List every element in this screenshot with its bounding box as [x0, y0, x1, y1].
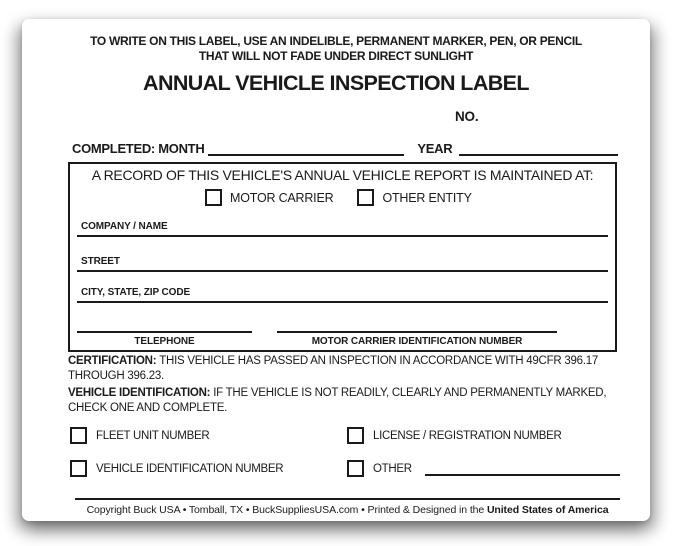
inspection-label-card	[22, 19, 650, 521]
completed-row	[72, 140, 618, 156]
fleet-unit-label: FLEET UNIT NUMBER	[96, 429, 210, 442]
city-state-zip-label: CITY, STATE, ZIP CODE	[81, 287, 191, 298]
other-option	[347, 460, 620, 477]
completed-month-label: COMPLETED: MONTH	[72, 141, 205, 156]
vehicle-identification-text	[68, 386, 620, 415]
motor-carrier-id-field	[277, 331, 557, 347]
month-write-line	[208, 140, 404, 156]
record-options	[205, 189, 472, 206]
certification-label: CERTIFICATION:	[68, 355, 160, 367]
footer-text: Copyright Buck USA • Tomball, TX • BuckSuppliesUSA.com • Printed & Designed in the	[86, 504, 487, 516]
footer-bold-text: United States of America	[486, 504, 609, 516]
vin-label: VEHICLE IDENTIFICATION NUMBER	[96, 462, 284, 475]
vehicle-identification-label: VEHICLE IDENTIFICATION:	[68, 387, 214, 399]
instructions-line1: TO WRITE ON THIS LABEL, USE AN INDELIBLE, PERMANENT MARKER, PEN, OR PENCIL	[90, 34, 582, 48]
telephone-field	[77, 331, 252, 347]
license-registration-checkbox[interactable]	[347, 427, 364, 444]
license-registration-label: LICENSE / REGISTRATION NUMBER	[373, 429, 562, 442]
year-write-line	[459, 140, 618, 156]
write-instructions	[22, 34, 650, 64]
record-box-heading: A RECORD OF THIS VEHICLE'S ANNUAL VEHICLE REPORT IS MAINTAINED AT:	[91, 167, 594, 183]
vehicle-identification-line1: IF THE VEHICLE IS NOT READILY, CLEARLY AND PERMANENTLY MARKED,	[213, 387, 607, 399]
certification-line1: THIS VEHICLE HAS PASSED AN INSPECTION IN ACCORDANCE WITH 49CFR 396.17	[159, 355, 599, 367]
motor-carrier-option	[205, 189, 333, 206]
fleet-unit-option	[70, 427, 347, 444]
company-name-field	[77, 221, 608, 237]
other-label: OTHER	[373, 462, 412, 475]
other-write-line	[425, 462, 620, 476]
telephone-label: TELEPHONE	[134, 336, 195, 347]
other-entity-label: OTHER ENTITY	[382, 190, 472, 205]
certification-text	[68, 354, 620, 383]
vin-option	[70, 460, 347, 477]
other-entity-checkbox[interactable]	[357, 189, 374, 206]
other-entity-option	[357, 189, 471, 206]
motor-carrier-checkbox[interactable]	[205, 189, 222, 206]
footer	[75, 498, 620, 516]
street-label: STREET	[81, 256, 120, 267]
street-field	[77, 256, 608, 272]
identification-options	[70, 427, 620, 477]
fleet-unit-checkbox[interactable]	[70, 427, 87, 444]
city-state-zip-field	[77, 287, 608, 303]
motor-carrier-label: MOTOR CARRIER	[230, 190, 334, 205]
license-registration-option	[347, 427, 620, 444]
certification-line2: THROUGH 396.23.	[68, 369, 164, 382]
number-label: NO.	[455, 109, 479, 124]
company-name-label: COMPANY / NAME	[81, 221, 168, 232]
year-label: YEAR	[417, 141, 453, 156]
page-title: ANNUAL VEHICLE INSPECTION LABEL	[143, 71, 529, 95]
instructions-line2: THAT WILL NOT FADE UNDER DIRECT SUNLIGHT	[198, 49, 474, 63]
motor-carrier-id-label: MOTOR CARRIER IDENTIFICATION NUMBER	[311, 336, 523, 347]
record-box	[68, 162, 617, 352]
vehicle-identification-line2: CHECK ONE AND COMPLETE.	[68, 401, 228, 414]
vin-checkbox[interactable]	[70, 460, 87, 477]
other-checkbox[interactable]	[347, 460, 364, 477]
